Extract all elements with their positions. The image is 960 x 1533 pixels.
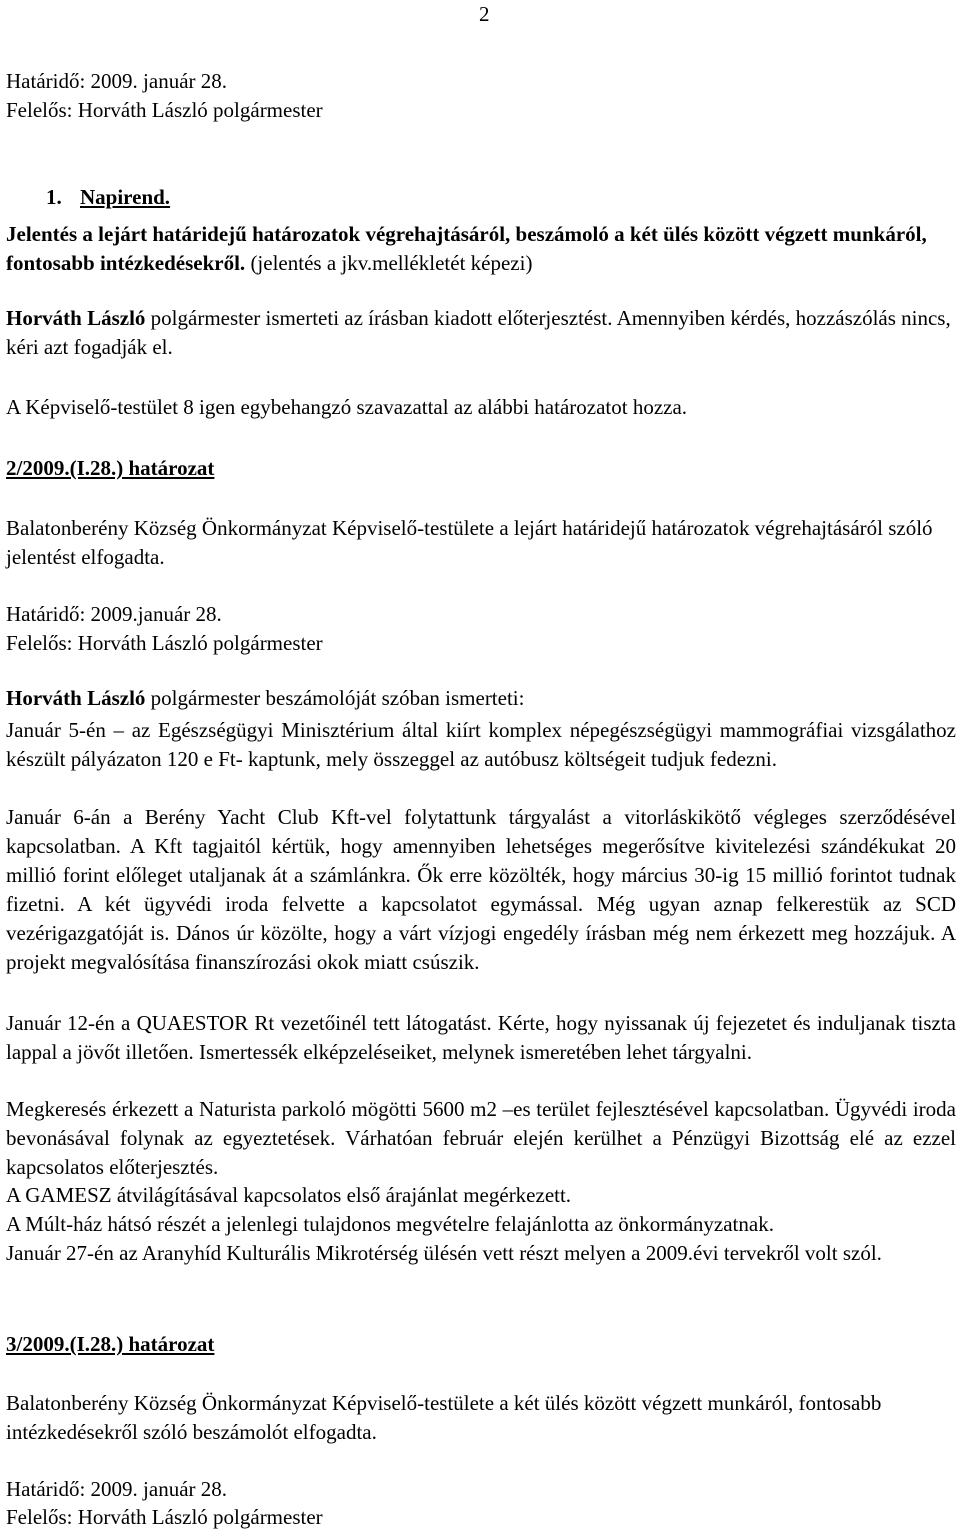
report-paragraph: A GAMESZ átvilágításával kapcsolatos első árajánlat megérkezett.	[6, 1183, 572, 1207]
resolution-2-responsible: Felelős: Horváth László polgármester	[6, 1505, 323, 1529]
page-number: 2	[479, 2, 490, 26]
resolution-2-title: 3/2009.(I.28.) határozat	[6, 1332, 215, 1356]
intro-speaker: Horváth László	[6, 306, 146, 330]
report-paragraph: Január 27-én az Aranyhíd Kulturális Mikrotérség ülésén vett részt melyen a 2009.évi tervekről volt szól.	[6, 1241, 882, 1265]
resolution-2-text: Balatonberény Község Önkormányzat Képviselő-testülete a két ülés között végzett munkáról, fontosabb intézkedésekről szóló beszámolót elfogadta.	[6, 1391, 882, 1444]
resolution-1-deadline: Határidő: 2009.január 28.	[6, 602, 222, 626]
agenda-title-note: (jelentés a jkv.mellékletét képezi)	[245, 251, 533, 275]
resolution-1-text: Balatonberény Község Önkormányzat Képviselő-testülete a lejárt határidejű határozatok végrehajtásáról szóló jelentést elfogadta.	[6, 516, 933, 569]
report-paragraph: A Múlt-ház hátsó részét a jelenlegi tulajdonos megvételre felajánlotta az önkormányzatnak.	[6, 1212, 774, 1236]
report-paragraph: Január 12-én a QUAESTOR Rt vezetőinél tett látogatást. Kérte, hogy nyissanak új fejezetet és induljanak tiszta lappal a jövőt illetően. Ismertessék elképzeléseiket, melynek ismeretében lehet tárgyalni.	[6, 1011, 956, 1064]
agenda-title	[6, 220, 956, 278]
report-paragraph: Január 6-án a Berény Yacht Club Kft-vel folytattunk tárgyalást a vitorláskikötő végleges szerződésével kapcsolatban. A Kft tagjaitól kértük, hogy amennyiben lehetséges megerősítve kivitelezési szándékukat 20 millió forint előleget utaljanak át a számlánkra. Ők erre közölték, hogy március 30-ig 15 millió forintot tudnak fizetni. A két ügyvédi iroda felvette a kapcsolatot egymással. Még ugyan aznap felkerestük az SCD vezérigazgatóját is. Dános úr közölte, hogy a várt vízjogi engedély írásban még nem érkezett meg hozzájuk. A projekt megvalósítása finanszírozási okok miatt csúszik.	[6, 805, 956, 974]
header-deadline: Határidő: 2009. január 28.	[6, 69, 228, 93]
intro-text: polgármester ismerteti az írásban kiadott előterjesztést. Amennyiben kérdés, hozzászólás nincs, kéri azt fogadják el.	[6, 306, 951, 359]
agenda-title-bold: Jelentés a lejárt határidejű határozatok végrehajtásáról, beszámoló a két ülés között végzett munkáról, fontosabb intézkedésekről.	[6, 222, 927, 275]
report-intro	[6, 684, 956, 713]
report-paragraph: Január 5-én – az Egészségügyi Minisztérium által kiírt komplex népegészségügyi mammográfiai vizsgálathoz készült pályázaton 120 e Ft- kaptunk, mely összeggel az autóbusz költségeit tudjuk fedezni.	[6, 718, 956, 771]
resolution-2-deadline: Határidő: 2009. január 28.	[6, 1477, 228, 1501]
agenda-heading	[6, 183, 960, 212]
agenda-number: 1.	[46, 185, 62, 209]
report-paragraph: Megkeresés érkezett a Naturista parkoló mögötti 5600 m2 –es terület fejlesztésével kapcsolatban. Ügyvédi iroda bevonásával folynak az egyeztetések. Várhatóan február elején kerülhet a Pénzügyi Bizottság elé az ezzel kapcsolatos előterjesztés.	[6, 1097, 956, 1179]
vote-text: A Képviselő-testület 8 igen egybehangzó szavazattal az alábbi határozatot hozza.	[6, 395, 688, 419]
header-responsible: Felelős: Horváth László polgármester	[6, 98, 323, 122]
agenda-label: Napirend.	[80, 185, 171, 209]
report-intro-text: polgármester beszámolóját szóban ismerteti:	[145, 686, 525, 710]
intro-paragraph	[6, 304, 956, 362]
report-speaker: Horváth László	[6, 686, 146, 710]
resolution-1-responsible: Felelős: Horváth László polgármester	[6, 631, 323, 655]
resolution-1-title: 2/2009.(I.28.) határozat	[6, 456, 215, 480]
